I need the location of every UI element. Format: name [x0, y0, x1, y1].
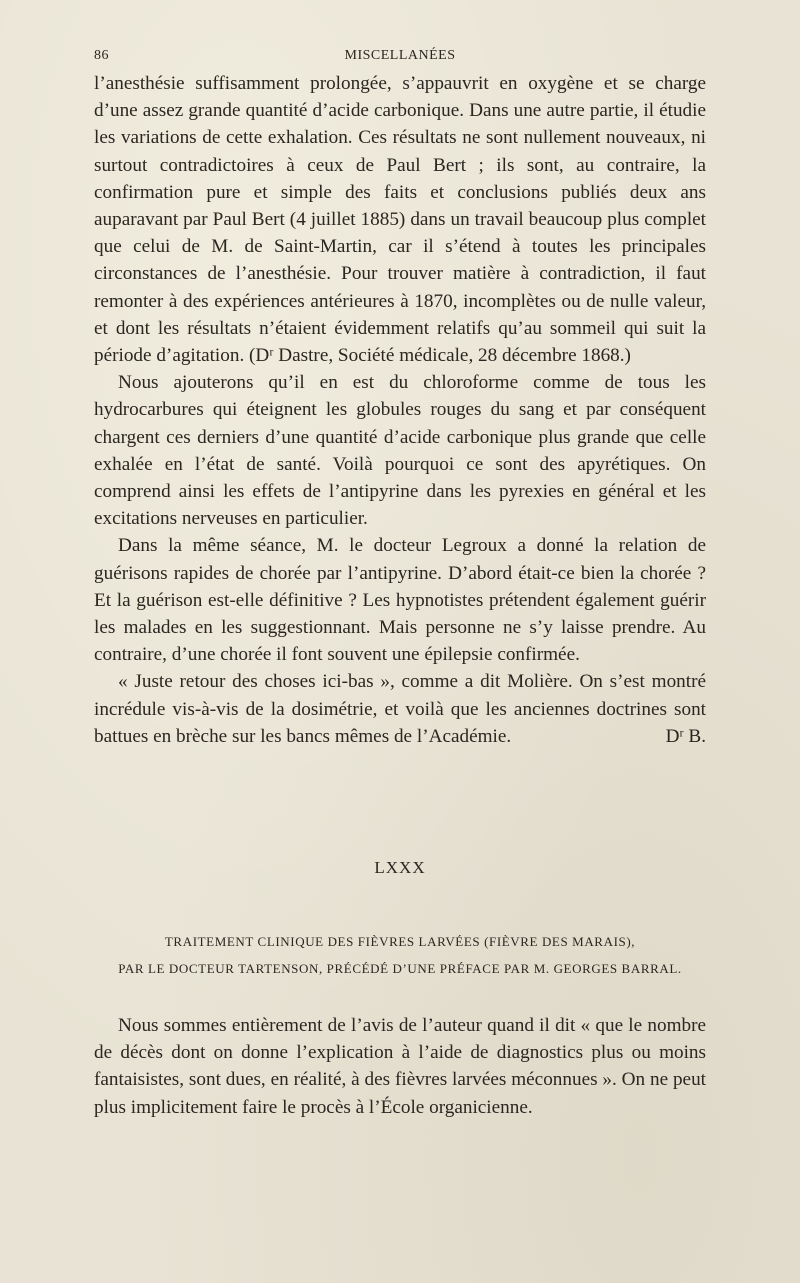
review-text	[94, 1012, 706, 1121]
review-paragraph: Nous sommes entièrement de l’avis de l’auteur quand il dit « que le nombre de décès dont on donne l’explication à l’aide de diagnostics plus ou moins fantaisistes, sont dues, en réalité, à des fièvres larvées méconnues ». On ne peut plus implicitement faire le procès à l’École organicienne.	[94, 1015, 706, 1118]
page-number: 86	[94, 48, 109, 63]
running-title: MISCELLANÉES	[344, 48, 456, 63]
running-head	[94, 48, 706, 68]
paragraph-1: l’anesthésie suffisamment prolongée, s’appauvrit en oxygène et se charge d’une assez grande quantité d’acide carbonique. Dans une autre partie, il étudie les variations de cette exhalation. Ces résultats ne sont nullement nouveaux, ni surtout contradictoires à ceux de Paul Bert ; ils sont, au contraire, la confirmation pure et simple des faits et conclusions publiés deux ans auparavant par Paul Bert (4 juillet 1885) dans un travail beaucoup plus complet que celui de M. de Saint-Martin, car il s’étend à toutes les principales circonstances de l’anesthésie. Pour trouver matière à contradiction, il faut remonter à des expériences antérieures à 1870, incomplètes ou de nulle valeur, et dont les résultats n’étaient évidemment relatifs qu’au sommeil qui suit la période d’agitation. (Dʳ Dastre, Société médicale, 28 décembre 1868.)	[94, 73, 706, 367]
section-number: LXXX	[374, 858, 426, 877]
paragraph-4-text: « Juste retour des choses ici-bas », comme a dit Molière. On s’est montré incrédule vis-à-vis de la dosimétrie, et voilà que les anciennes doctrines sont battues en brèche sur les bancs mêmes de l’Académie.	[94, 671, 706, 747]
signature: Dʳ B.	[665, 725, 706, 747]
paragraph-4	[94, 668, 706, 750]
article-continuation	[94, 70, 706, 750]
paragraph-3: Dans la même séance, M. le docteur Legroux a donné la relation de guérisons rapides de chorée par l’antipyrine. D’abord était-ce bien la chorée ? Et la guérison est-elle définitive ? Les hypnotistes prétendent également guérir les malades en les suggestionnant. Mais personne ne s’y laisse prendre. Au contraire, d’une chorée il font souvent une épilepsie confirmée.	[94, 535, 706, 666]
section-title-line-2: PAR LE DOCTEUR TARTENSON, PRÉCÉDÉ D’UNE PRÉFACE PAR M. GEORGES BARRAL.	[118, 961, 682, 976]
section-title-line-1: TRAITEMENT CLINIQUE DES FIÈVRES LARVÉES (FIÈVRE DES MARAIS),	[164, 934, 636, 949]
section-title	[94, 928, 706, 982]
paragraph-2: Nous ajouterons qu’il en est du chloroforme comme de tous les hydrocarbures qui éteignent les globules rouges du sang et par conséquent chargent ces derniers d’une quantité d’acide carbonique plus grande que celle exhalée en l’état de santé. Voilà pourquoi ce sont des apyrétiques. On comprend ainsi les effets de l’antipyrine dans les pyrexies en général et les excitations nerveuses en particulier.	[94, 372, 706, 530]
